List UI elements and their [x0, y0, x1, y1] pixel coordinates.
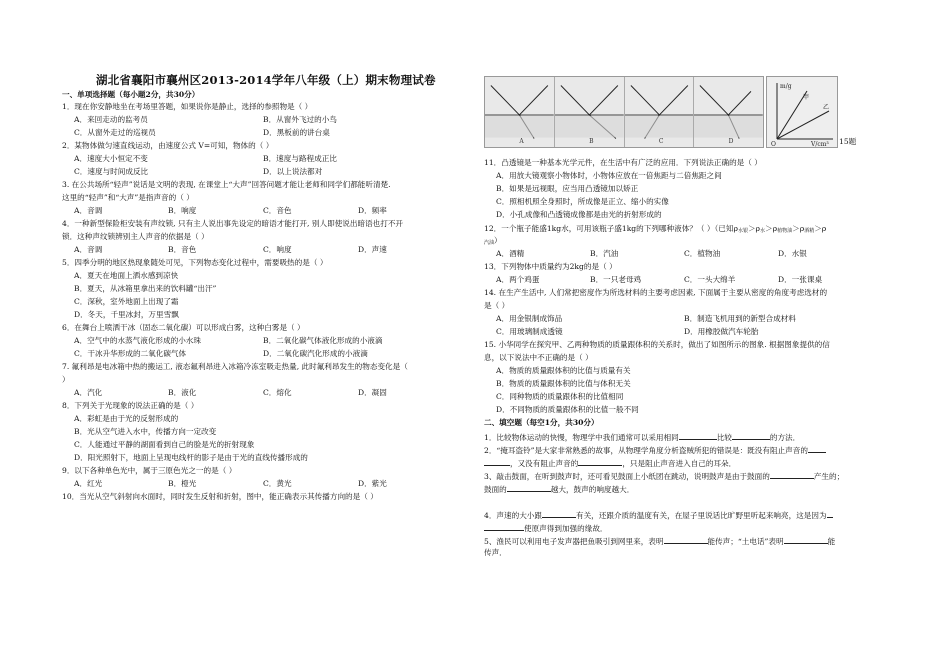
- left-line-text: D．紫光: [358, 479, 387, 488]
- graph-xlabel: V/cm³: [811, 141, 829, 147]
- fill-3-text-a: ，又没有阻止声音的: [510, 459, 579, 468]
- right-line-text: 使原声得到加强的缘故．: [524, 524, 608, 533]
- right-line-text: D．一张课桌: [778, 275, 823, 284]
- left-line-text: B．响度: [168, 206, 197, 215]
- question-12: [484, 224, 826, 236]
- left-line: [62, 466, 236, 476]
- left-line: [263, 206, 292, 216]
- right-line: [778, 275, 822, 285]
- left-line: [74, 297, 179, 307]
- q12-sub-alcohol: 酒精: [804, 228, 815, 234]
- fill-1-blank-1[interactable]: [679, 431, 717, 440]
- right-line: [484, 522, 608, 534]
- fill-3-blank-1[interactable]: [770, 470, 814, 479]
- left-line: [62, 362, 408, 372]
- left-line: [263, 349, 368, 359]
- panel-label-a: A: [519, 138, 524, 145]
- panel-label-b: B: [589, 138, 594, 145]
- left-line: [74, 128, 156, 138]
- left-line-text: C．从窗外走过的巡视员: [74, 128, 156, 137]
- left-line-text: C．深秋，室外地面上出现了霜: [74, 297, 179, 306]
- graph-drawing: [767, 77, 837, 147]
- left-line: [74, 271, 178, 281]
- answer-blank[interactable]: [827, 509, 833, 518]
- left-line-text: D．冬天，千里冰封，万里雪飘: [74, 310, 179, 319]
- right-line-text: B．一只老母鸡: [590, 275, 642, 284]
- left-line-text: D．凝固: [358, 388, 387, 397]
- graph-line-jia: 甲: [803, 94, 810, 101]
- left-line-text: C．音色: [263, 206, 292, 215]
- left-line: [358, 206, 387, 216]
- left-line-text: A．彩虹是由于光的反射形成的: [74, 414, 179, 423]
- left-line: [74, 310, 179, 320]
- left-line: [62, 102, 312, 112]
- left-line-text: C．响度: [263, 245, 292, 254]
- mass-volume-graph: [766, 76, 838, 148]
- left-line-text: 8．下列关于光现象的说法正确的是（ ）: [62, 401, 199, 410]
- left-line: [74, 115, 148, 125]
- left-line: [263, 154, 337, 164]
- figure-panel-c: [625, 77, 695, 147]
- left-line-text: B．二氧化碳气体液化形成的小液滴: [263, 336, 383, 345]
- right-line: [496, 379, 631, 389]
- right-line-text: D．不同物质的质量跟体积的比值一般不同: [496, 405, 639, 414]
- left-line-text: ）: [62, 375, 70, 384]
- left-line-text: 4．一种新型保险柜安装有声纹锁, 只有主人说出事先设定的暗语才能打开, 别人即使说出暗语也打不开: [62, 219, 404, 228]
- answer-blank[interactable]: [542, 509, 576, 518]
- left-line-text: C．黄光: [263, 479, 292, 488]
- fill-1-blank-2[interactable]: [732, 431, 770, 440]
- left-line-text: 10．当光从空气斜射向水面时，同时发生反射和折射，图中，能正确表示其传播方向的是（ ）: [62, 492, 378, 501]
- right-line-text: C．同种物质的质量跟体积的比值相同: [496, 392, 624, 401]
- right-line: [496, 366, 631, 376]
- left-line: [74, 336, 201, 346]
- fill-1-text-b: 比较: [716, 433, 732, 442]
- left-line: [74, 154, 148, 164]
- right-line-text: C．用玻璃制成透镜: [496, 327, 563, 336]
- left-line-text: D．频率: [358, 206, 387, 215]
- graph-origin: O: [771, 141, 776, 147]
- fill-3b-text-b: 产生的；: [813, 472, 845, 481]
- left-line: [62, 401, 198, 411]
- right-line: [484, 548, 507, 558]
- q12-gt-3: ＞ρ: [792, 224, 805, 233]
- fill-question-3-cont: [484, 483, 634, 495]
- right-line-text: A．物质的质量跟体积的比值与质量有关: [496, 366, 631, 375]
- q12-sub-petrol: 汽油: [484, 240, 495, 246]
- answer-blank[interactable]: [484, 522, 524, 531]
- q12-option-c: C．植物油: [684, 249, 721, 258]
- left-line-text: A．汽化: [74, 388, 103, 397]
- right-line: [484, 340, 830, 350]
- answer-blank[interactable]: [784, 535, 828, 544]
- left-line: [263, 128, 330, 138]
- left-line-text: B．夏天，从冰箱里拿出来的饮料罐“出汗”: [74, 284, 217, 293]
- left-line-text: A．来回走动的监考员: [74, 115, 148, 124]
- left-line-text: C．熔化: [263, 388, 292, 397]
- left-line-text: D．黑板前的讲台桌: [263, 128, 330, 137]
- q12-gt-2: ＞ρ: [765, 224, 778, 233]
- fill-3c-text-a: 鼓面的: [484, 485, 507, 494]
- right-line: [484, 301, 509, 311]
- q12-gt-4: ＞ρ: [814, 224, 827, 233]
- right-line-text: D．用橡胶做汽车轮胎: [684, 327, 759, 336]
- left-line: [168, 206, 196, 216]
- right-line-text: 息，以下说法中不正确的是（ ）: [484, 353, 593, 362]
- refraction-diagram-c: [625, 77, 694, 147]
- right-line-text: C．照相机照全身照时，所成像是正立、缩小的实像: [496, 197, 669, 206]
- left-line: [263, 245, 292, 255]
- left-line: [74, 440, 254, 450]
- right-line-text: 15. 小华同学在探究甲、乙两种物质的质量跟体积的关系时，做出了如图所示的图象. 根据图象提供的信: [484, 340, 830, 349]
- right-line-text: A．用金银制成饰品: [496, 314, 563, 323]
- right-line: [484, 509, 833, 521]
- left-line: [74, 245, 102, 255]
- left-line: [74, 427, 216, 437]
- left-line-text: A．红光: [74, 479, 103, 488]
- fill-3-text-b: ，只是阻止声音进入自己的耳朵．: [622, 459, 737, 468]
- right-line: [496, 275, 539, 285]
- left-line-text: A．空气中的水蒸气液化形成的小水珠: [74, 336, 201, 345]
- left-line: [74, 206, 102, 216]
- left-line-text: A．音调: [74, 206, 103, 215]
- left-line-text: B．橙光: [168, 479, 197, 488]
- left-line-text: B．液化: [168, 388, 197, 397]
- left-line: [358, 388, 387, 398]
- left-line: [74, 453, 308, 463]
- left-line-text: C．人能通过平静的湖面看到自己的脸是光的折射现象: [74, 440, 255, 449]
- left-line-text: B．音色: [168, 245, 197, 254]
- fill-2-blank-1[interactable]: [808, 444, 826, 453]
- left-line: [62, 219, 403, 229]
- graph-ylabel: m/g: [780, 83, 792, 90]
- left-line-text: 锁．这种声纹锁辨别主人声音的依据是（ ）: [62, 232, 209, 241]
- left-line-text: A．速度大小恒定不变: [74, 154, 148, 163]
- left-line: [358, 245, 387, 255]
- left-line: [263, 336, 383, 346]
- figure-panel-b: [555, 77, 625, 147]
- left-line: [263, 167, 322, 177]
- fill-1-text-a: 1．比较物体运动的快慢，物理学中我们通常可以采用相同: [484, 433, 679, 442]
- left-line: [62, 193, 194, 203]
- right-line: [496, 171, 722, 181]
- fill-3c-text-b: 越大，鼓声的响度越大．: [550, 485, 635, 494]
- panel-label-c: C: [658, 138, 664, 145]
- left-section-heading: [62, 90, 199, 100]
- left-line-text: 1．现在你安静地坐在考场里答题，如果说你是静止，选择的参照物是（ ）: [62, 102, 313, 111]
- refraction-diagram-a: [485, 77, 554, 147]
- right-line-text: B．如果是远视眼，应当用凸透镜加以矫正: [496, 184, 639, 193]
- left-line: [74, 284, 216, 294]
- question-12-cont: [484, 236, 502, 248]
- left-line: [263, 479, 292, 489]
- left-line-text: 7. 氟利昂是电冰箱中热的搬运工, 液态氟利昂进入冰箱冷冻室吸走热量, 此时氟利昂发生的物态变化是（: [62, 362, 408, 371]
- right-line: [496, 197, 669, 207]
- fill-question-1: [484, 431, 800, 443]
- left-line: [62, 232, 209, 242]
- figure-panel-d: [694, 77, 763, 147]
- fill-question-2: [484, 444, 826, 456]
- left-line-text: D．二氧化碳汽化形成的小液滴: [263, 349, 368, 358]
- fill-question-3: [484, 470, 844, 482]
- right-line-text: B．制造飞机用到的新型合成材料: [684, 314, 796, 323]
- left-line: [263, 388, 292, 398]
- left-line-text: A．音调: [74, 245, 103, 254]
- right-line: [484, 262, 617, 272]
- left-line-text: D．声速: [358, 245, 387, 254]
- refraction-figure: [484, 76, 764, 148]
- right-line: [496, 184, 638, 194]
- right-line-text: 是（ ）: [484, 301, 510, 310]
- left-line-text: 3. 在公共场所“轻声”说话是文明的表现, 在课堂上“大声”回答问题才能让老师和同学们都能听清楚.: [62, 180, 391, 189]
- right-line-text: 13．下列物体中质量约为2kg的是（ ）: [484, 262, 617, 271]
- left-line: [168, 388, 196, 398]
- left-line: [74, 388, 102, 398]
- left-line: [263, 115, 337, 125]
- left-line: [62, 492, 378, 502]
- fill-3-blank-2[interactable]: [507, 483, 551, 492]
- right-line-text: 二、填空题（每空1分，共30分）: [484, 418, 599, 427]
- answer-blank[interactable]: [664, 535, 708, 544]
- right-line-text: B．物质的质量跟体积的比值与体积无关: [496, 379, 631, 388]
- right-line-after-text: 有关，还跟介质的温度有关，在屋子里说话比旷野里听起来响亮，这是因为: [576, 511, 827, 520]
- left-line-text: C．速度与时间成反比: [74, 167, 149, 176]
- left-line-text: 一、单项选择题（每小题2分，共30分）: [62, 90, 200, 99]
- right-line: [484, 288, 827, 298]
- fill-3b-text-a: 3、敲击鼓面，在听到鼓声时，还可看见鼓面上小纸团在跳动，说明鼓声是由于鼓面的: [484, 472, 770, 481]
- right-line-after-text: 能传声；“土电话”表明: [707, 537, 784, 546]
- q12-text: 12．一个瓶子能盛1kg水，可用该瓶子盛1kg的下列哪种液体？（ ）（已知ρ: [484, 224, 738, 233]
- q12-option-d: D．水银: [778, 249, 807, 258]
- left-line-text: 5．四季分明的地区热现象随处可见，下列物态变化过程中，需要吸热的是（ ）: [62, 258, 328, 267]
- right-line-text: 14. 在生产生活中, 人们常把密度作为所选材料的主要考虑因素, 下面属于主要从密度的角度考虑选材的: [484, 288, 828, 297]
- graph-line-yi: 乙: [823, 104, 830, 111]
- right-line: [684, 314, 796, 324]
- left-line: [62, 141, 273, 151]
- left-line: [62, 323, 305, 333]
- right-line: [496, 405, 639, 415]
- fill-1-text-c: 的方法．: [769, 433, 801, 442]
- figure-15-caption: 15题: [839, 137, 857, 146]
- left-line-text: A．夏天在地面上洒水感到凉快: [74, 271, 179, 280]
- refraction-diagram-b: [555, 77, 624, 147]
- left-line-text: D．以上说法都对: [263, 167, 323, 176]
- refraction-diagram-d: [694, 77, 763, 147]
- left-line-text: C．干冰升华形成的二氧化碳气体: [74, 349, 187, 358]
- fill-2-blank-1b[interactable]: [484, 457, 510, 466]
- q12-sub-oil: 植物油: [777, 228, 793, 234]
- panel-label-d: D: [728, 138, 734, 145]
- left-line-text: D．阳光照射下，地面上呈现电线杆的影子是由于光的直线传播形成的: [74, 453, 308, 462]
- left-line: [168, 245, 196, 255]
- right-line: [684, 275, 735, 285]
- right-line: [484, 353, 593, 363]
- fill-2-text-a: 2．“掩耳盗铃”是大家非常熟悉的故事，从物理学角度分析盗贼所犯的错误是：既没有阻止声音的: [484, 446, 808, 455]
- left-line: [62, 258, 327, 268]
- left-line: [74, 479, 102, 489]
- right-line-text: C．一头大绵羊: [684, 275, 736, 284]
- page-title: 湖北省襄阳市襄州区2013-2014学年八年级（上）期末物理试卷: [96, 73, 436, 87]
- q12-close: ）: [494, 236, 502, 245]
- right-line: [496, 327, 563, 337]
- right-section-heading: [484, 418, 599, 428]
- right-line-text: 11．凸透镜是一种基本光学元件，在生活中有广泛的应用．下列说法正确的是（ ）: [484, 158, 762, 167]
- left-line: [168, 479, 196, 489]
- left-line: [62, 180, 391, 190]
- right-line: [484, 535, 835, 547]
- q12-sub-water: 水: [760, 228, 766, 234]
- q12-option-b: B．汽油: [590, 249, 619, 258]
- left-line-text: B．光从空气进入水中，传播方向一定改变: [74, 427, 217, 436]
- left-line: [62, 375, 70, 385]
- right-line-text: 4．声速的大小跟: [484, 511, 542, 520]
- left-line-text: B．从窗外飞过的小鸟: [263, 115, 337, 124]
- left-line-text: 6．在舞台上喷洒干冰（固态二氧化碳）可以形成白雾，这种白雾是（ ）: [62, 323, 305, 332]
- right-line-text: 传声．: [484, 548, 507, 557]
- left-line-text: B．速度与路程成正比: [263, 154, 337, 163]
- right-line: [496, 392, 623, 402]
- right-line: [590, 275, 641, 285]
- left-line-text: 这里的“轻声”和“大声”是指声音的（ ）: [62, 193, 194, 202]
- right-line-after-text: 能: [827, 537, 836, 546]
- right-line: [496, 210, 662, 220]
- right-line-text: A．用放大镜观察小物体时，小物体应放在一倍焦距与二倍焦距之间: [496, 171, 722, 180]
- left-line: [74, 167, 148, 177]
- left-line: [74, 414, 178, 424]
- fill-question-2-cont: [484, 457, 736, 469]
- figure-panel-a: [485, 77, 555, 147]
- q12-gt-1: ＞ρ: [747, 224, 761, 233]
- left-line: [74, 349, 186, 359]
- right-line: [484, 158, 762, 168]
- left-line: [358, 479, 387, 489]
- left-line-text: 9．以下各种单色光中，属于三原色光之一的是（ ）: [62, 466, 237, 475]
- fill-2-blank-2[interactable]: [578, 457, 622, 466]
- right-line-text: D．小孔成像和凸透镜成像都是由光的折射形成的: [496, 210, 662, 219]
- right-line: [684, 327, 758, 337]
- right-line-text: A．两个鸡蛋: [496, 275, 540, 284]
- right-line-text: 5、渔民可以利用电子发声器把鱼吸引到网里来，表明: [484, 537, 664, 546]
- right-line: [496, 314, 562, 324]
- q12-sub-mercury: 水银: [737, 228, 748, 234]
- q12-option-a: A．酒精: [496, 249, 525, 258]
- left-line-text: 2．某物体做匀速直线运动，由速度公式 V=可知，物体的（ ）: [62, 141, 274, 150]
